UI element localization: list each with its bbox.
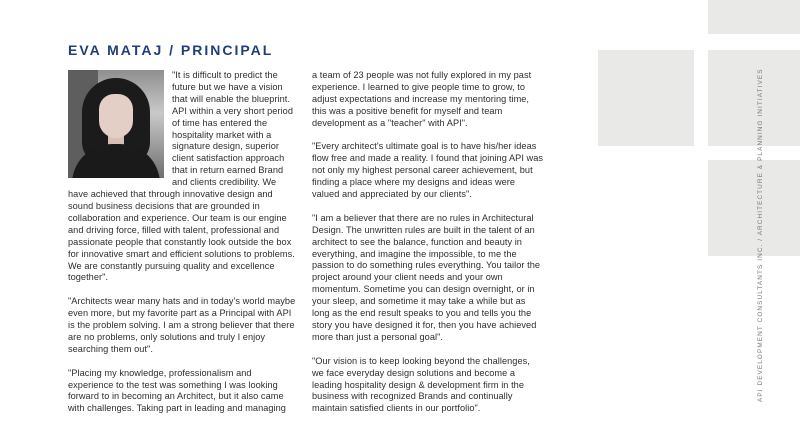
quote-paragraph-3: "Placing my knowledge, professionalism and experience to the test was something I was looking forward to in becoming an Architect, but it also came with challenges. Taking part in leading and managing: [68, 367, 286, 414]
page-title: EVA MATAJ / PRINCIPAL: [68, 42, 274, 58]
quote-paragraph-6: "I am a believer that there are no rules in Architectural Design. The unwritten rules are built in the talent of an architect to see the balance, function and beauty in everything, and imagine the impossible, to me the passion to do something rules everything. You tailor the project around your client needs and your own momentum. Sometime you can design overnight, or in your sleep, and sometime it may take a while but as long as the end result speaks to you and tells you the story you have designed it for, then you have achieved more than just a personal goal".: [312, 212, 541, 342]
decor-square-mid-left: [598, 50, 694, 146]
quote-paragraph-5: "Every architect's ultimate goal is to have his/her ideas flow free and made a reality. I found that joining API was not only my highest personal career achievement, but finding a place where my designs and ideas were valued and appreciated by our clients".: [312, 141, 544, 200]
quote-paragraph-2: "Architects wear many hats and in today's world maybe even more, but my favorite part as a Principal with API is the problem solving. I am a strong believer that there are no problems, only solutions and truly I enjoy searching them out".: [68, 296, 296, 354]
right-text-column: [312, 70, 544, 427]
quote-paragraph-1: "It is difficult to predict the future but we have a vision that will enable the blueprint. API within a very short period of time has entered the hospitality market with a signature design, superior client satisfaction approach that in return earned Brand and clients credibility. We have achieved that through innovative design and sound business decisions that are grounded in collaboration and experience. Our team is our engine and driving force, filled with talent, professional and passionate people that constantly look outside the box for innovative smart and efficient solutions to problems. We are constantly pursuing quality and excellence together".: [68, 70, 295, 283]
decor-square-mid-right: [708, 50, 800, 146]
decor-square-top-right: [708, 0, 800, 34]
quote-paragraph-4: a team of 23 people was not fully explored in my past experience. I learned to give people time to grow, to adjust expectations and increase my mentoring time, this was a positive benefit for myself and team development as a "teacher" with API".: [312, 70, 532, 128]
quote-paragraph-7: "Our vision is to keep looking beyond the challenges, we face everyday design solutions and become a leading hospitality design & development firm in the business with recognized Brands and continually maintain satisfied clients in our portfolio".: [312, 355, 530, 414]
decor-square-lower-right: [708, 160, 800, 256]
sidebar-vertical-text: API DEVELOPMENT CONSULTANTS INC. / ARCHITECTURE & PLANNING INITIATIVES: [757, 68, 764, 402]
left-text-column: [68, 70, 296, 427]
